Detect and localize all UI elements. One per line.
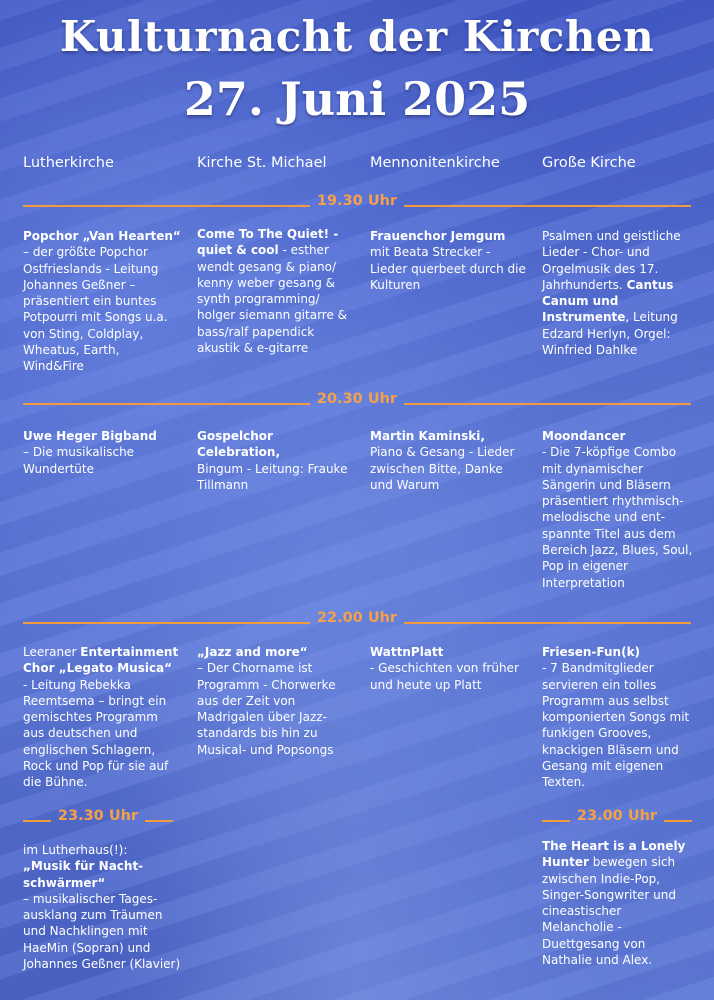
- event-desc: – Der Chorname ist Programm - Chorwerke aus der Zeit von Madrigalen über Jazz-standards bis hin zu Musical- und Popsongs: [197, 661, 336, 757]
- event-desc: – der größte Popchor Ostfrieslands - Leitung Johannes Geßner – präsentiert ein buntes Potpourri mit Songs u.a. von Sting, Coldplay, Wheatus, Earth, Wind&Fire: [23, 245, 168, 374]
- event-desc: - esther wendt gesang & piano/ kenny weber gesang & synth programming/ holger siemann gitarre & bass/ralf papendick akustik & e-gitarre: [197, 243, 348, 356]
- title-line-1: Kulturnacht der Kirchen: [59, 12, 655, 61]
- event-grosse-2300: [542, 838, 694, 968]
- time-slot-2330: 23.30 Uhr: [57, 808, 139, 824]
- event-title: Martin Kaminski,: [370, 429, 485, 443]
- separator-left: [23, 205, 310, 207]
- event-desc: Piano & Gesang - Lieder zwischen Bitte, Danke und Warum: [370, 445, 515, 492]
- event-mennoniten-2030: [370, 428, 528, 493]
- column-head-grosse-kirche: Große Kirche: [542, 155, 636, 171]
- separator-left: [23, 622, 310, 624]
- event-luther-2200: [23, 644, 181, 791]
- event-desc: bewegen sich zwischen Indie-Pop, Singer-Songwriter und cineastischer Melancholie - Duettgesang von Nathalie und Alex.: [542, 855, 676, 968]
- event-title: Cantus Canum und Instrumente: [542, 277, 674, 325]
- event-title: „Musik für Nacht-schwärmer“: [23, 859, 144, 890]
- separator-left: [23, 403, 310, 405]
- separator-right: [404, 622, 691, 624]
- event-michael-2030: [197, 428, 355, 493]
- event-desc: - Die 7-köpfige Combo mit dynamischer Sängerin und Bläsern präsentiert rhythmisch-melodische und ent-spannte Titel aus dem Bereich Jazz, Blues, Soul, Pop in eigener Interpretation: [542, 445, 693, 590]
- time-slot-1930: 19.30 Uhr: [316, 193, 398, 209]
- event-title: Popchor „Van Hearten“: [23, 229, 181, 243]
- event-title: Come To The Quiet! - quiet & cool: [197, 227, 339, 258]
- event-lutherhaus-2330: [23, 842, 181, 972]
- event-title: Gospelchor Celebration,: [197, 429, 280, 460]
- event-desc: Bingum - Leitung: Frauke Tillmann: [197, 461, 348, 492]
- separator-right: [404, 403, 691, 405]
- event-grosse-2030: [542, 428, 694, 591]
- event-desc: mit Beata Strecker - Lieder querbeet durch die Kulturen: [370, 245, 526, 292]
- event-luther-2030: [23, 428, 181, 477]
- time-slot-2300: 23.00 Uhr: [576, 808, 658, 824]
- event-prefix: Leeraner: [23, 645, 81, 659]
- separator-short: [542, 820, 570, 822]
- event-title: „Jazz and more“: [197, 645, 308, 659]
- event-desc: - 7 Bandmitglieder servieren ein tolles Programm aus selbst komponierten Songs mit funkigen Grooves, knackigen Bläsern und Gesang mit eigenen Texten.: [542, 661, 690, 790]
- event-desc: – musikalischer Tages-ausklang zum Träumen und Nachklingen mit HaeMin (Sopran) und Johannes Geßner (Klavier): [23, 891, 181, 972]
- event-desc: Psalmen und geistliche Lieder - Chor- und Orgelmusik des 17. Jahrhunderts.: [542, 229, 681, 292]
- separator-right: [404, 205, 691, 207]
- column-head-lutherkirche: Lutherkirche: [23, 155, 114, 171]
- event-title: Friesen-Fun(k): [542, 645, 641, 659]
- event-mennoniten-1930: [370, 228, 528, 293]
- event-title: Entertainment Chor „Legato Musica“: [23, 645, 179, 676]
- time-slot-2200: 22.00 Uhr: [316, 610, 398, 626]
- event-prefix: im Lutherhaus(!):: [23, 843, 128, 857]
- event-desc-2: , Leitung Edzard Herlyn, Orgel: Winfried Dahlke: [542, 310, 678, 358]
- event-grosse-1930: [542, 228, 694, 358]
- event-desc: - Leitung Rebekka Reemtsema – bringt ein gemischtes Programm aus deutschen und englischen Schlagern, Rock und Pop für sie auf die Bühne.: [23, 677, 169, 790]
- column-head-st-michael: Kirche St. Michael: [197, 155, 327, 171]
- event-michael-1930: [197, 226, 355, 356]
- separator-short: [664, 820, 692, 822]
- event-title: WattnPlatt: [370, 645, 444, 659]
- event-michael-2200: [197, 644, 355, 758]
- event-title: Uwe Heger Bigband: [23, 429, 157, 443]
- separator-short: [145, 820, 173, 822]
- time-slot-2030: 20.30 Uhr: [316, 391, 398, 407]
- event-mennoniten-2200: [370, 644, 528, 693]
- event-title: Frauenchor Jemgum: [370, 229, 506, 243]
- column-head-mennonitenkirche: Mennonitenkirche: [370, 155, 500, 171]
- event-title: Moondancer: [542, 429, 626, 443]
- title-line-2: 27. Juni 2025: [183, 72, 531, 126]
- event-desc: – Die musikalische Wundertüte: [23, 445, 135, 476]
- event-grosse-2200: [542, 644, 694, 791]
- event-luther-1930: [23, 228, 181, 375]
- event-desc: - Geschichten von früher und heute up Platt: [370, 661, 519, 692]
- separator-short: [23, 820, 51, 822]
- event-title: The Heart is a Lonely Hunter: [542, 839, 686, 870]
